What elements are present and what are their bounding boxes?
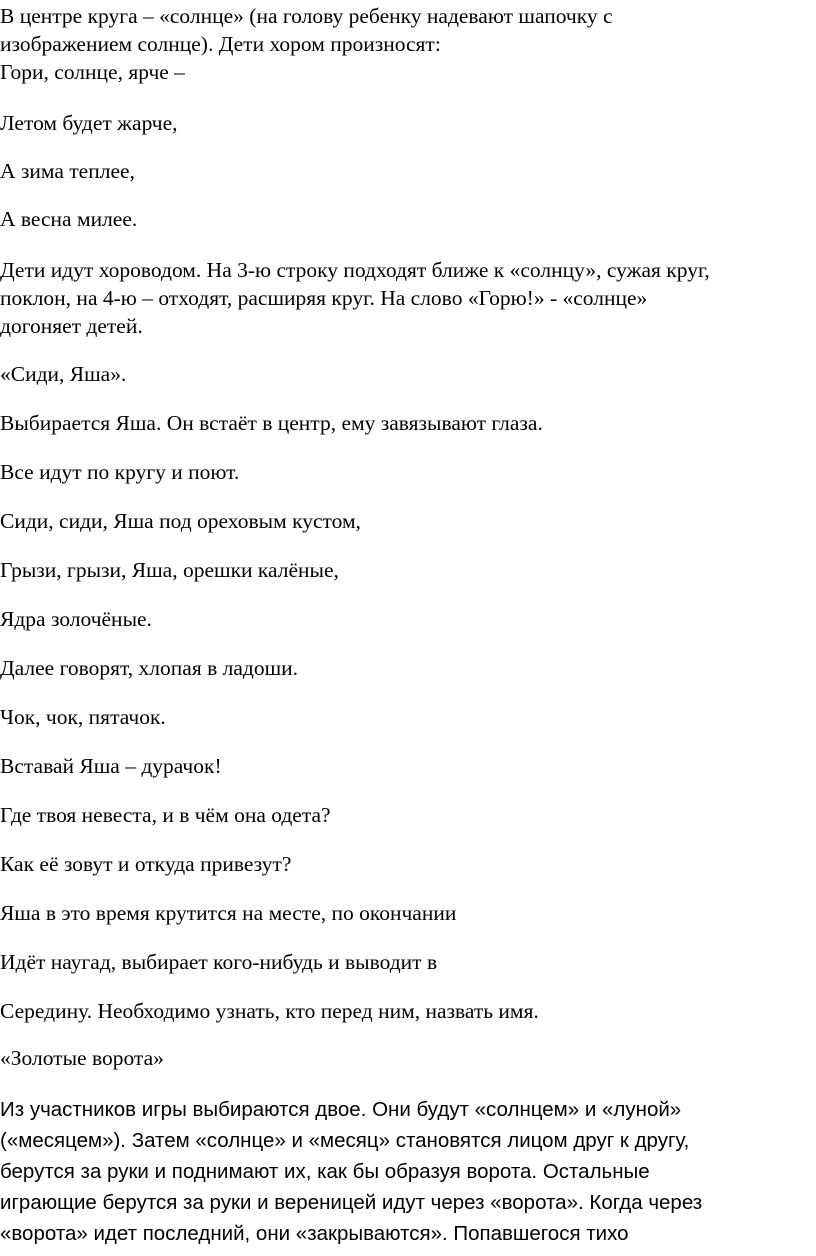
game3-paragraph: [0, 1094, 816, 1249]
intro-line-3: Гори, солнце, ярче –: [0, 60, 185, 84]
game3-paragraph-line-4: играющие берутся за руки и вереницей идут через «ворота». Когда через: [0, 1191, 703, 1214]
game2-line-11: Яша в это время крутится на месте, по окончании: [0, 901, 457, 925]
game2-line-7: Чок, чок, пятачок.: [0, 705, 166, 729]
verse-line-1: Летом будет жарче,: [0, 111, 178, 135]
game2-line-13: Середину. Необходимо узнать, кто перед ним, назвать имя.: [0, 999, 539, 1023]
game2-line-10: Как её зовут и откуда привезут?: [0, 852, 292, 876]
game2-line-4: Грызи, грызи, Яша, орешки калёные,: [0, 558, 339, 582]
game3-paragraph-line-5: «ворота» идет последний, они «закрываются». Попавшегося тихо: [0, 1222, 629, 1245]
intro-line-2: изображением солнце). Дети хором произносят:: [0, 32, 441, 56]
game2-line-6: Далее говорят, хлопая в ладоши.: [0, 656, 299, 680]
instructions-line-1: Дети идут хороводом. На 3-ю строку подходят ближе к «солнцу», сужая круг,: [0, 258, 710, 282]
game2-line-1: Выбирается Яша. Он встаёт в центр, ему завязывают глаза.: [0, 411, 543, 435]
verse-line-3: А весна милее.: [0, 207, 138, 231]
game3-paragraph-line-3: берутся за руки и поднимают их, как бы образуя ворота. Остальные: [0, 1160, 650, 1183]
game2-line-3: Сиди, сиди, Яша под ореховым кустом,: [0, 509, 361, 533]
game3-paragraph-line-2: («месяцем»). Затем «солнце» и «месяц» становятся лицом друг к другу,: [0, 1129, 690, 1152]
instructions-line-2: поклон, на 4-ю – отходят, расширяя круг. На слово «Горю!» - «солнце»: [0, 286, 648, 310]
game2-line-2: Все идут по кругу и поют.: [0, 460, 240, 484]
verse-line-2: А зима теплее,: [0, 159, 135, 183]
game2-title: «Сиди, Яша».: [0, 362, 127, 386]
game2-line-5: Ядра золочёные.: [0, 607, 152, 631]
game2-line-8: Вставай Яша – дурачок!: [0, 754, 222, 778]
game2-line-9: Где твоя невеста, и в чём она одета?: [0, 803, 331, 827]
game3-title: «Золотые ворота»: [0, 1046, 164, 1070]
game2-line-12: Идёт наугад, выбирает кого-нибудь и выводит в: [0, 950, 438, 974]
game3-paragraph-line-1: Из участников игры выбираются двое. Они будут «солнцем» и «луной»: [0, 1098, 682, 1121]
instructions-line-3: догоняет детей.: [0, 314, 143, 338]
intro-line-1: В центре круга – «солнце» (на голову ребенку надевают шапочку с: [0, 4, 613, 28]
